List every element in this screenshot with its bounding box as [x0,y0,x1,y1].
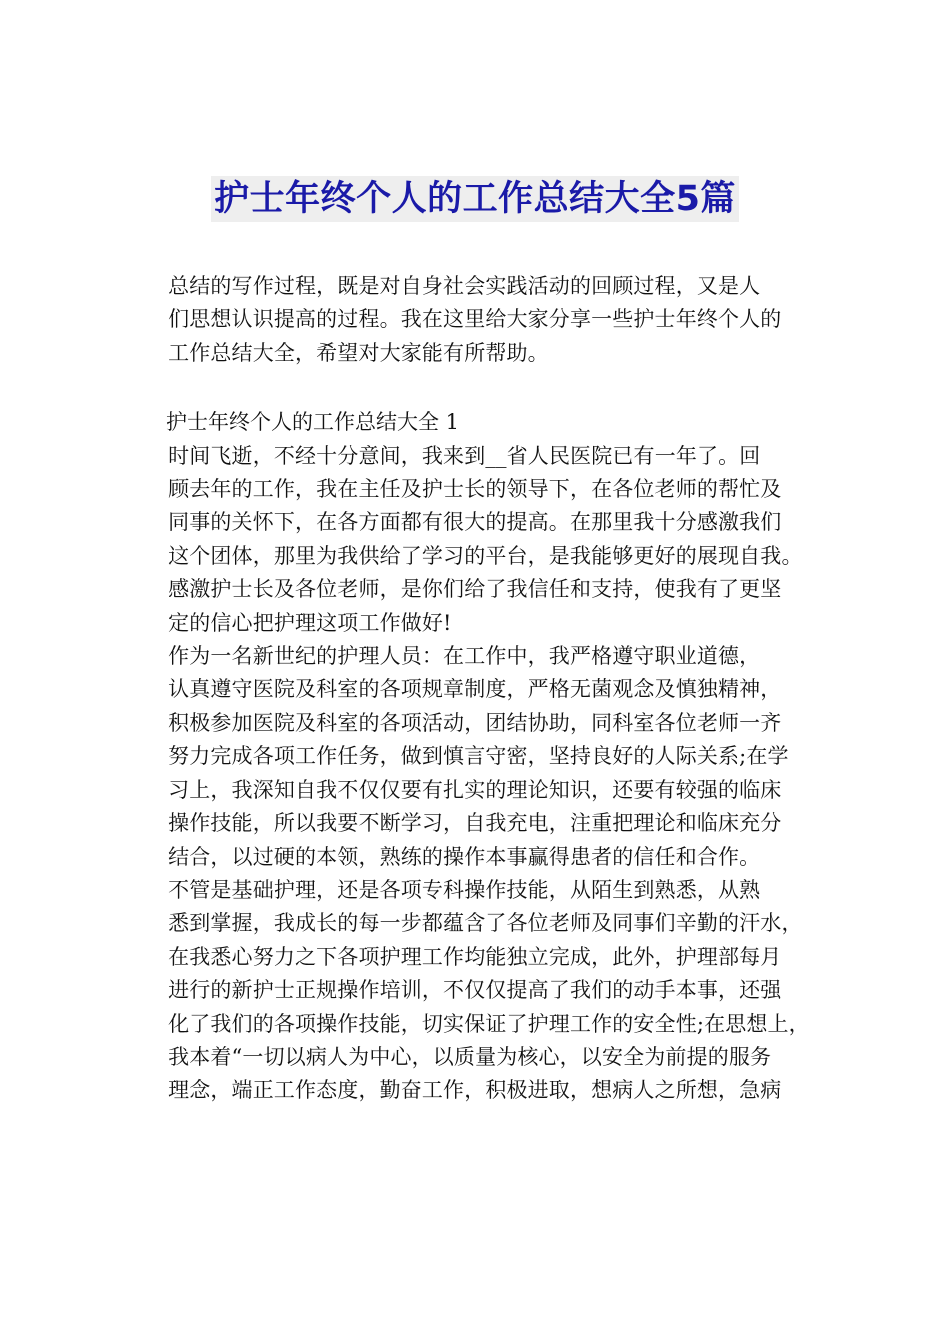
intro-line: 们思想认识提高的过程。我在这里给大家分享一些护士年终个人的 [168,307,782,332]
paragraph-line: 不管是基础护理，还是各项专科操作技能，从陌生到熟悉，从熟 [168,877,761,902]
paragraph-line: 作为一名新世纪的护理人员：在工作中，我严格遵守职业道德， [168,644,761,669]
paragraph-line: 努力完成各项工作任务，做到慎言守密，坚持良好的人际关系;在学 [168,744,789,769]
paragraph-line: 感激护士长及各位老师，是你们给了我信任和支持，使我有了更坚 [168,577,782,602]
paragraph-line: 悉到掌握，我成长的每一步都蕴含了各位老师及同事们辛勤的汗水， [168,911,803,936]
intro-paragraph [145,270,807,370]
paragraph-line: 进行的新护士正规操作培训，不仅仅提高了我们的动手本事，还强 [168,978,782,1003]
paragraph-line: 同事的关怀下，在各方面都有很大的提高。在那里我十分感激我们 [168,510,782,535]
paragraph-line: 顾去年的工作，我在主任及护士长的领导下，在各位老师的帮忙及 [168,477,782,502]
title-container [0,176,950,222]
intro-line: 总结的写作过程，既是对自身社会实践活动的回顾过程，又是人 [168,274,761,298]
paragraph-line: 这个团体，那里为我供给了学习的平台，是我能够更好的展现自我。 [168,543,803,568]
paragraph-line: 化了我们的各项操作技能，切实保证了护理工作的安全性;在思想上， [168,1011,810,1036]
paragraph-line: 认真遵守医院及科室的各项规章制度，严格无菌观念及慎独精神， [168,677,782,702]
intro-line: 工作总结大全，希望对大家能有所帮助。 [168,340,549,365]
paragraph-line: 定的信心把护理这项工作做好! [168,610,452,635]
paragraph-line: 操作技能，所以我要不断学习，自我充电，注重把理论和临床充分 [168,811,782,836]
document-title: 护士年终个人的工作总结大全5篇 [211,176,739,222]
paragraph-line: 结合，以过硬的本领，熟练的操作本事赢得患者的信任和合作。 [168,844,761,869]
paragraph-line: 我本着“一切以病人为中心，以质量为核心，以安全为前提的服务 [168,1044,772,1069]
paragraph-line: 积极参加医院及科室的各项活动，团结协助，同科室各位老师一齐 [168,710,782,735]
paragraph-line: 时间飞逝，不经十分意间，我来到__省人民医院已有一年了。回 [168,443,761,468]
paragraph-gap [145,370,807,406]
paragraph-line: 习上，我深知自我不仅仅要有扎实的理论知识，还要有较强的临床 [168,777,782,802]
document-body [145,270,810,1108]
paragraph-line: 在我悉心努力之下各项护理工作均能独立完成，此外，护理部每月 [168,944,782,969]
paragraph-line: 理念，端正工作态度，勤奋工作，积极进取，想病人之所想，急病 [168,1078,782,1103]
body-paragraph-2 [145,640,807,874]
body-paragraph-3 [145,874,810,1108]
section-heading: 护士年终个人的工作总结大全 1 [166,410,460,435]
body-paragraph-1 [145,440,807,640]
